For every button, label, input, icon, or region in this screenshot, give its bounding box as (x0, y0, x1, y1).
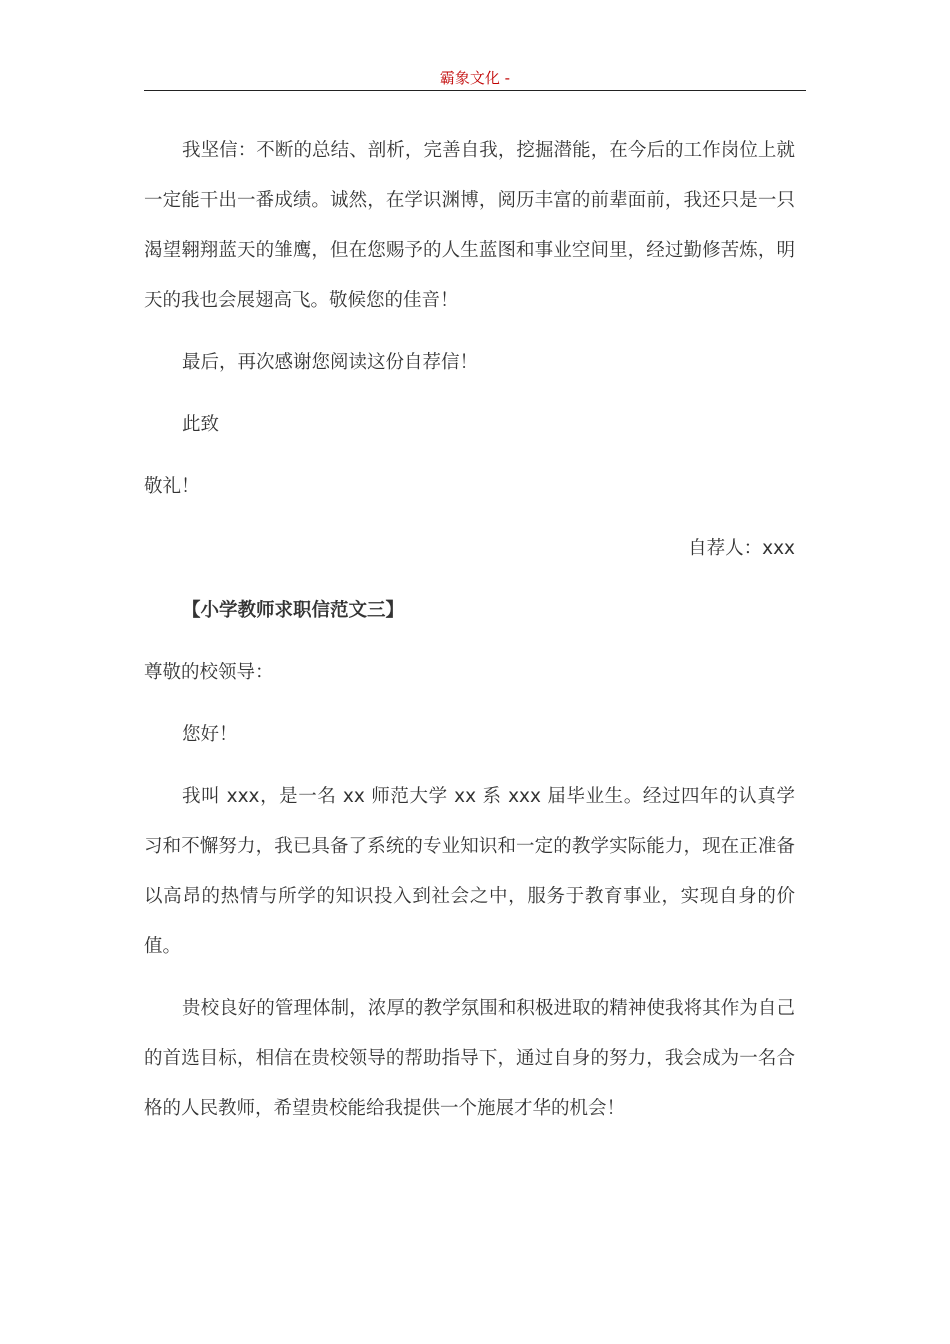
header-divider (144, 90, 806, 91)
paragraph-introduction: 我叫 xxx，是一名 xx 师范大学 xx 系 xxx 届毕业生。经过四年的认真学习和不懈努力，我已具备了系统的专业知识和一定的教学实际能力，现在正准备以高昂的热情与所学的知识投入到社会之中，服务于教育事业，实现自身的价值。 (144, 786, 795, 957)
salutation: 尊敬的校领导： (144, 662, 274, 683)
page-header: 霸象文化 - (439, 69, 511, 87)
paragraph-thanks: 最后，再次感谢您阅读这份自荐信！ (182, 352, 479, 373)
closing-cizhi: 此致 (182, 414, 220, 435)
section-title: 【小学教师求职信范文三】 (182, 600, 405, 621)
paragraph-conviction: 我坚信：不断的总结、剖析，完善自我，挖掘潜能，在今后的工作岗位上就一定能干出一番成绩。诚然，在学识渊博，阅历丰富的前辈面前，我还只是一只渴望翱翔蓝天的雏鹰，但在您赐予的人生蓝图和事业空间里，经过勤修苦炼，明天的我也会展翅高飞。敬候您的佳音！ (144, 140, 795, 311)
signature: 自荐人：xxx (688, 538, 795, 559)
document-body (144, 126, 795, 1146)
closing-jingli: 敬礼！ (144, 476, 200, 497)
paragraph-school-goal: 贵校良好的管理体制，浓厚的教学氛围和积极进取的精神使我将其作为自己的首选目标，相信在贵校领导的帮助指导下，通过自身的努力，我会成为一名合格的人民教师，希望贵校能给我提供一个施展才华的机会！ (144, 998, 795, 1119)
greeting: 您好！ (182, 724, 238, 745)
